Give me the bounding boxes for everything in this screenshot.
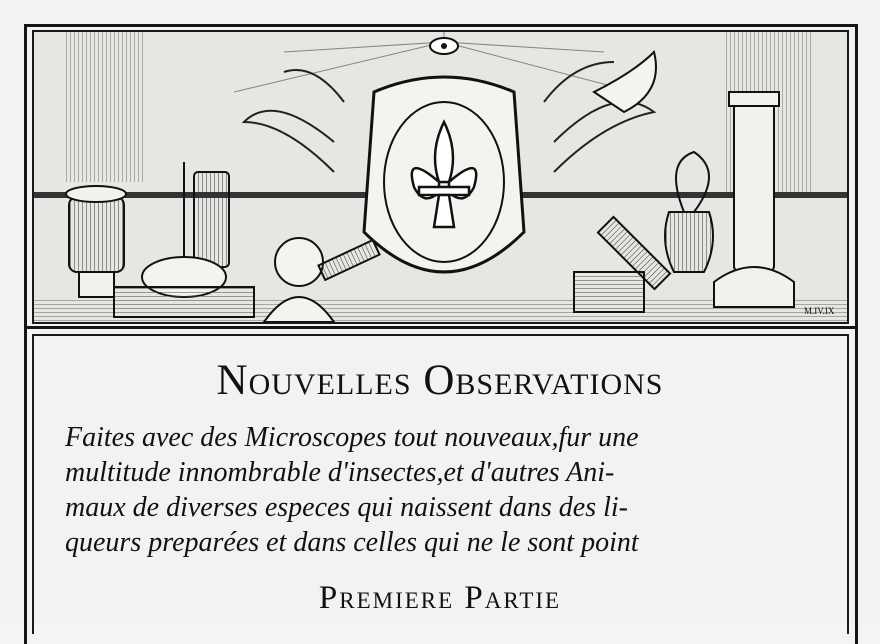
- divider-rule: [24, 326, 858, 329]
- subtitle-text: [65, 420, 845, 560]
- subtitle-line: queurs preparées et dans celles qui ne le sont point: [65, 527, 639, 558]
- part-heading: Premiere Partie: [318, 580, 562, 616]
- engraving-illustration: [34, 32, 847, 322]
- books: [114, 287, 254, 317]
- engraving-signature: M.IV.IX: [804, 306, 835, 316]
- frontispiece-engraving: [32, 30, 849, 324]
- page-title: Nouvelles Observations: [216, 357, 664, 404]
- crate: [574, 272, 644, 312]
- left-column: [64, 32, 144, 182]
- subtitle-line: Faites avec des Microscopes tout nouveaux,fur une: [65, 422, 639, 453]
- subtitle-line: multitude innombrable d'insectes,et d'autres Ani-: [65, 457, 615, 488]
- subtitle-line: maux de diverses especes qui naissent dans des li-: [65, 492, 628, 523]
